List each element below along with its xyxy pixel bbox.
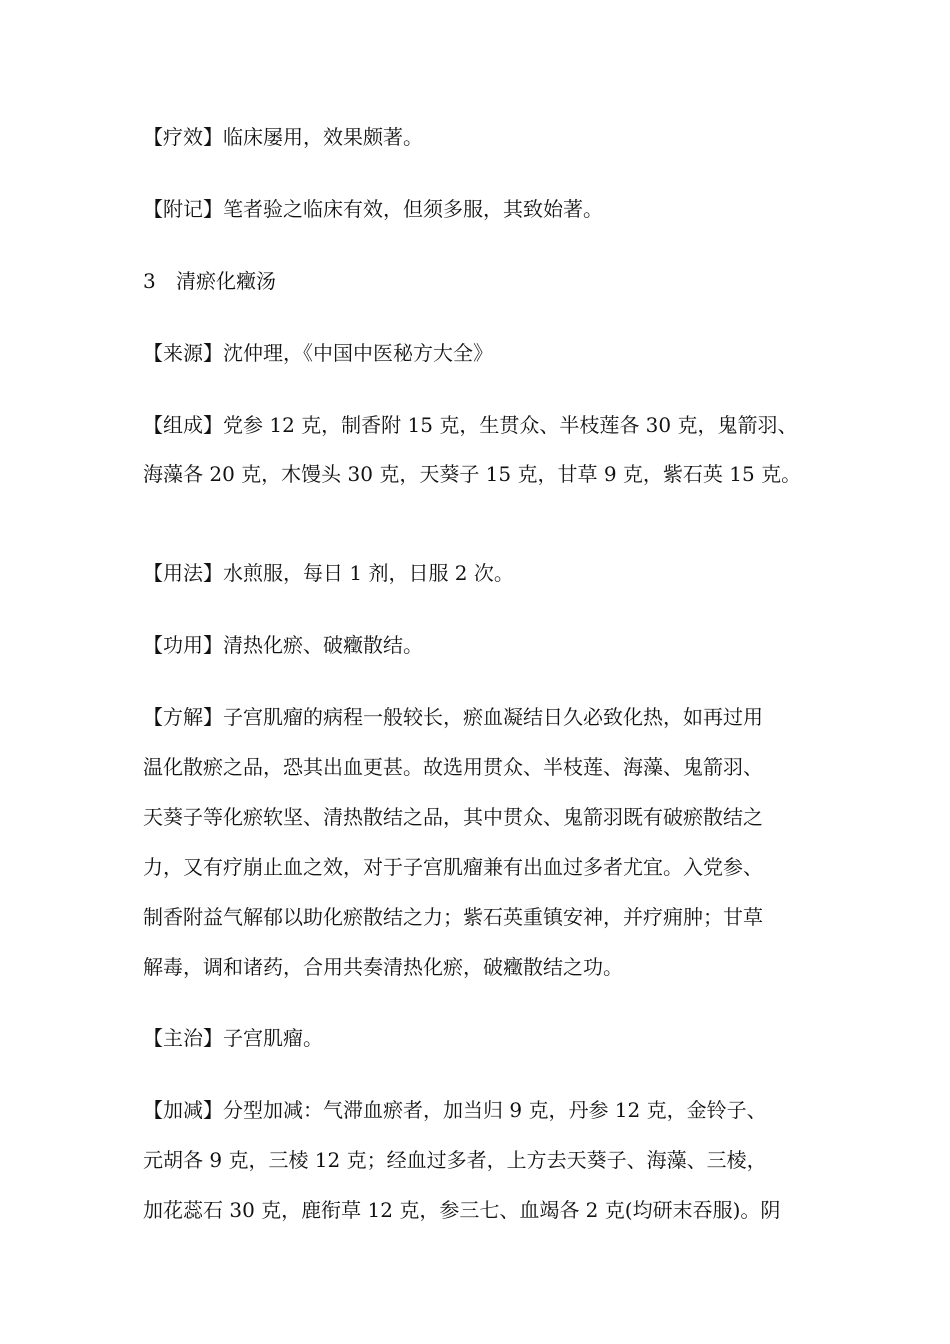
paragraph-fangjie-line-5: 制香附益气解郁以助化瘀散结之力；紫石英重镇安神，并疗痈肿；甘草	[143, 905, 763, 929]
paragraph-gongyong: 【功用】清热化瘀、破癥散结。	[143, 633, 423, 657]
paragraph-zhuzhi: 【主治】子宫肌瘤。	[143, 1026, 323, 1050]
paragraph-zucheng-line-1: 【组成】党参 12 克，制香附 15 克，生贯众、半枝莲各 30 克，鬼箭羽、	[143, 413, 798, 437]
section-heading	[143, 269, 276, 293]
paragraph-fangjie-line-4: 力，又有疗崩止血之效，对于子宫肌瘤兼有出血过多者尤宜。入党参、	[143, 855, 763, 879]
paragraph-liaoxiao: 【疗效】临床屡用，效果颇著。	[143, 125, 423, 149]
paragraph-jiajian-line-1: 【加减】分型加减：气滞血瘀者，加当归 9 克，丹参 12 克，金铃子、	[143, 1098, 767, 1122]
section-title: 清瘀化癥汤	[176, 269, 276, 293]
paragraph-laiyuan: 【来源】沈仲理，《中国中医秘方大全》	[143, 341, 493, 365]
paragraph-jiajian-line-2: 元胡各 9 克，三棱 12 克；经血过多者，上方去天葵子、海藻、三棱，	[143, 1148, 767, 1172]
paragraph-fangjie-line-3: 天葵子等化瘀软坚、清热散结之品，其中贯众、鬼箭羽既有破瘀散结之	[143, 805, 763, 829]
section-number: 3	[143, 269, 156, 293]
paragraph-yongfa: 【用法】水煎服，每日 1 剂，日服 2 次。	[143, 561, 514, 585]
paragraph-fuji: 【附记】笔者验之临床有效，但须多服，其致始著。	[143, 197, 603, 221]
paragraph-zucheng-line-2: 海藻各 20 克，木馒头 30 克，天葵子 15 克，甘草 9 克，紫石英 15 克。	[143, 462, 802, 486]
paragraph-fangjie-line-2: 温化散瘀之品，恐其出血更甚。故选用贯众、半枝莲、海藻、鬼箭羽、	[143, 755, 763, 779]
paragraph-fangjie-line-6: 解毒，调和诸药，合用共奏清热化瘀，破癥散结之功。	[143, 955, 623, 979]
paragraph-fangjie-line-1: 【方解】子宫肌瘤的病程一般较长，瘀血凝结日久必致化热，如再过用	[143, 705, 763, 729]
paragraph-jiajian-line-3: 加花蕊石 30 克，鹿衔草 12 克，参三七、血竭各 2 克(均研末吞服)。阴	[143, 1198, 781, 1222]
